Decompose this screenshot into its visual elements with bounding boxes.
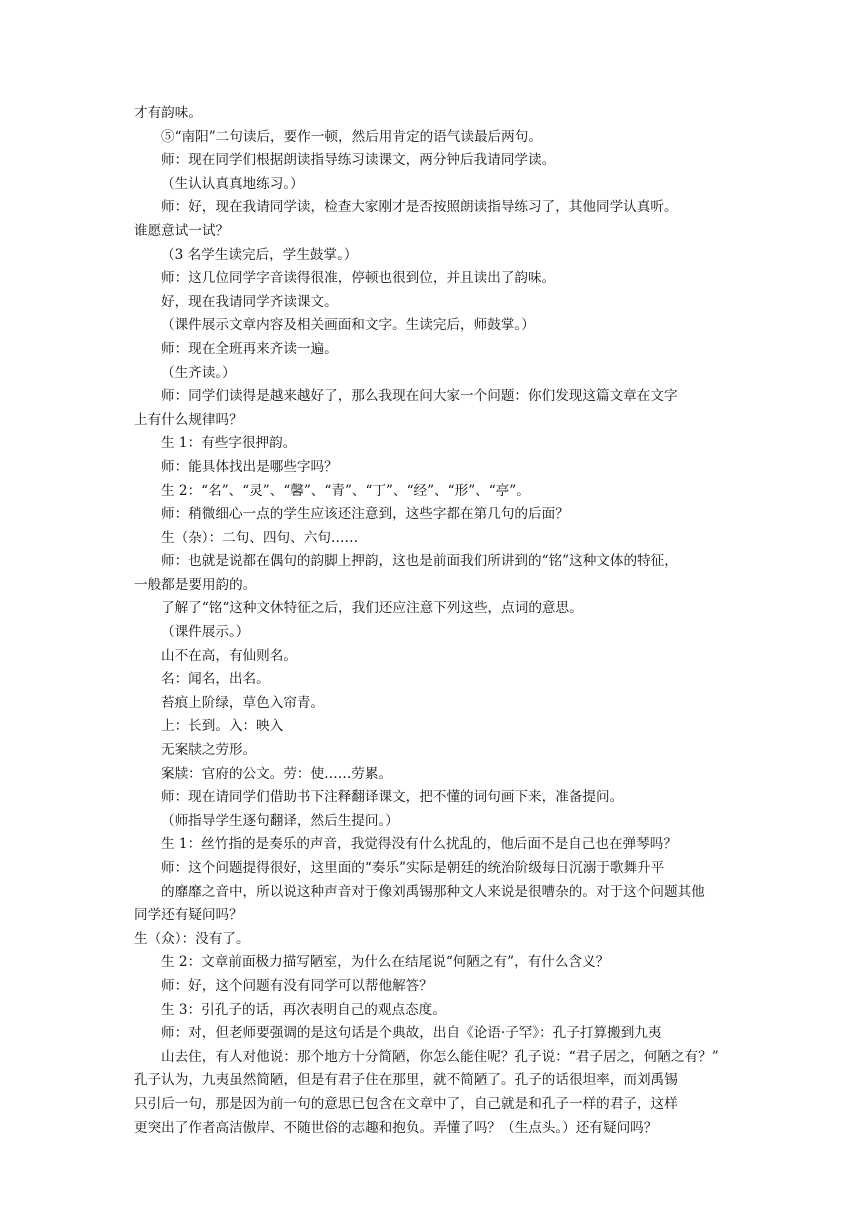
text-line: （课件展示文章内容及相关画面和文字。生读完后，师鼓掌。） bbox=[161, 317, 535, 334]
text-line: （师指导学生逐句翻译，然后生提问。） bbox=[161, 812, 399, 829]
text-line bbox=[134, 1140, 732, 1164]
text-line: 师：现在请同学们借助书下注释翻译课文，把不懂的词句画下来，准备提问。 bbox=[161, 789, 624, 806]
text-line: （生齐读。） bbox=[161, 364, 236, 381]
document-body bbox=[134, 102, 732, 1164]
text-line: 苔痕上阶绿，草色入帘青。 bbox=[161, 694, 325, 711]
text-line: 师：现在全班再来齐读一遍。 bbox=[161, 340, 338, 357]
text-line: 山去住，有人对他说：那个地方十分简陋，你怎么能住呢？孔子说：“君子居之，何陋之有？” bbox=[161, 1048, 719, 1065]
text-line: 生（杂）：二句、四句、六句…… bbox=[161, 529, 359, 546]
text-line: 生 3：引孔子的话，再次表明自己的观点态度。 bbox=[161, 1001, 446, 1018]
text-line: （生认认真真地练习。） bbox=[161, 175, 304, 192]
text-line: 生 1：丝竹指的是奏乐的声音，我觉得没有什么扰乱的，他后面不是自己也在弹琴吗？ bbox=[161, 836, 677, 853]
text-line: （3 名学生读完后，学生鼓掌。） bbox=[161, 246, 358, 263]
text-line: 了解了“铭“这种文休特征之后，我们还应注意下列这些，点词的意思。 bbox=[161, 600, 583, 617]
text-line: 生 2：“名”、“灵”、“馨”、“青”、“丁”、“经”、“形”、“亭”。 bbox=[161, 482, 530, 499]
text-line: 师：现在同学们根据朗读指导练习读课文，两分钟后我请同学读。 bbox=[161, 152, 556, 169]
text-line: 师：这个问题提得很好，这里面的“奏乐”实际是朝廷的统治阶级每日沉溺于歌舞升平 bbox=[161, 860, 665, 876]
text-line: 无案牍之劳形。 bbox=[161, 742, 257, 759]
text-line: 好，现在我请同学齐读课文。 bbox=[161, 293, 338, 310]
text-line: 生 1：有些字很押韵。 bbox=[161, 435, 297, 452]
text-line: 生（众）：没有了。 bbox=[134, 930, 250, 947]
text-line: 才有韵味。 bbox=[134, 105, 202, 121]
text-line: 师：能具体找出是哪些字吗？ bbox=[161, 458, 338, 475]
text-line: 同学还有疑问吗？ bbox=[134, 907, 243, 924]
text-line: ⑤“南阳”二句读后，要作一顿，然后用肯定的语气读最后两句。 bbox=[161, 128, 542, 145]
text-line: 谁愿意试一试？ bbox=[134, 222, 230, 239]
text-line: 案牍：官府的公文。劳：使……劳累。 bbox=[161, 765, 393, 782]
text-line: 的靡靡之音中，所以说这种声音对于像刘禹锡那种文人来说是很嘈杂的。对于这个问题其他 bbox=[161, 883, 705, 900]
text-line: 师：同学们读得是越来越好了，那么我现在问大家一个问题：你们发现这篇文章在文字 bbox=[161, 388, 678, 405]
text-line: 师：也就是说都在偶句的韵脚上押韵，这也是前面我们所讲到的“铭”这种文体的特征， bbox=[161, 553, 678, 570]
text-line: 上有什么规律吗？ bbox=[134, 411, 243, 428]
text-line: 师：稍微细心一点的学生应该还注意到，这些字都在第几句的后面？ bbox=[161, 506, 569, 523]
text-line: 师：对，但老师要强调的是这句话是个典故，出自《论语·子罕》：孔子打算搬到九夷 bbox=[161, 1025, 662, 1042]
text-line: 名：闻名，出名。 bbox=[161, 671, 270, 688]
text-line: 更突出了作者高洁傲岸、不随世俗的志趣和抱负。弄懂了吗？（生点头。）还有疑问吗？ bbox=[134, 1119, 658, 1136]
text-line: （课件展示。） bbox=[161, 624, 250, 641]
text-line: 山不在高，有仙则名。 bbox=[161, 647, 297, 664]
text-line: 师：好，现在我请同学读，检查大家刚才是否按照朗读指导练习了，其他同学认真听。 bbox=[161, 199, 678, 216]
text-line: 孔子认为，九夷虽然简陋，但是有君子住在那里，就不简陋了。孔子的话很坦率，而刘禹锡 bbox=[134, 1072, 678, 1089]
text-line: 只引后一句，那是因为前一句的意思已包含在文章中了，自己就是和孔子一样的君子，这样 bbox=[134, 1095, 678, 1112]
text-line: 一般都是要用韵的。 bbox=[134, 576, 257, 593]
text-line: 师：好，这个问题有没有同学可以帮他解答？ bbox=[161, 977, 433, 994]
text-line: 生 2：文章前面极力描写陋室，为什么在结尾说“何陋之有”，有什么含义？ bbox=[161, 954, 610, 971]
text-line: 师：这几位同学字音读得很准，停顿也很到位，并且读出了韵味。 bbox=[161, 270, 556, 287]
text-line: 上：长到。入：映入 bbox=[161, 718, 284, 735]
